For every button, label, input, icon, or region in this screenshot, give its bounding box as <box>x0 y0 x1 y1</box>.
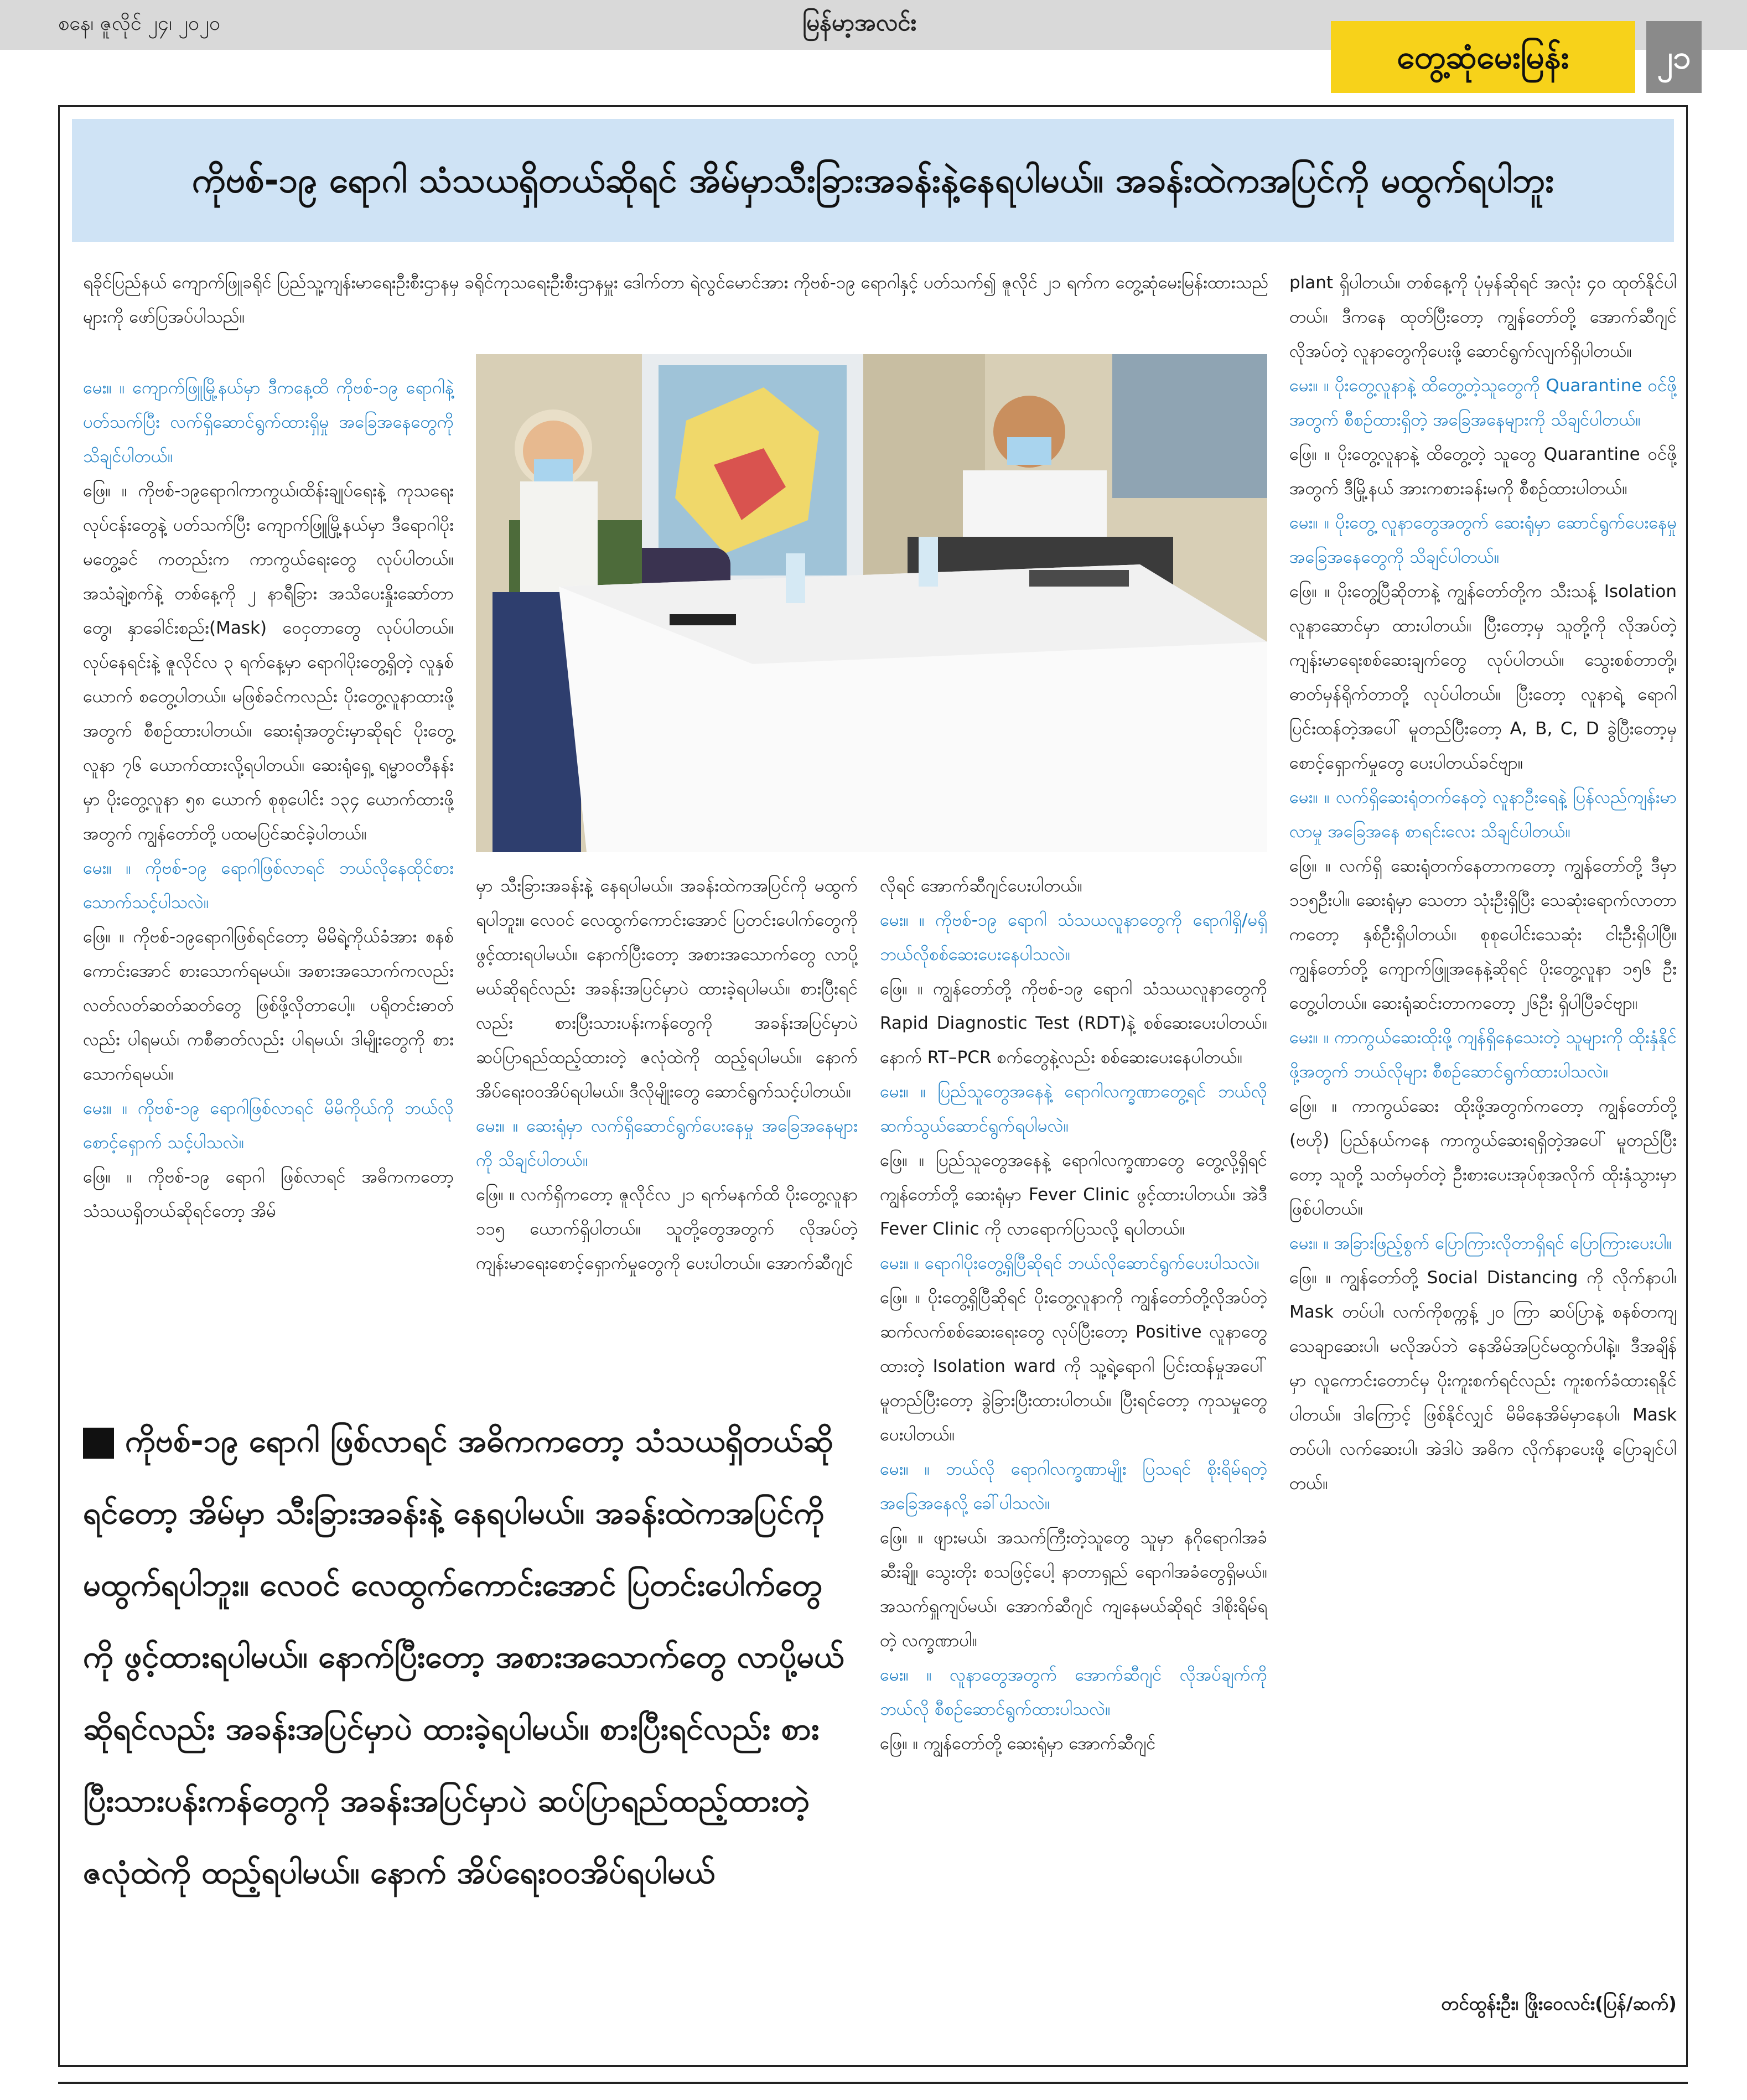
question: မေး။ ။ လူနာတွေအတွက် အောက်ဆီဂျင် လိုအပ်ချက်ကို ဘယ်လို စီစဉ်ဆောင်ရွက်ထားပါသလဲ။ <box>880 1665 1267 1719</box>
page-number: ၂၁ <box>1646 21 1702 93</box>
interview-photo <box>476 354 1267 852</box>
answer: ဖြေ။ ။ ကိုဗစ်-၁၉ရောဂါဖြစ်ရင်တော့ မိမိရဲ့ကိုယ်ခံအား စနစ်ကောင်းအောင် စားသောက်ရမယ်။ အစားအသောက်ကလည်း လတ်လတ်ဆတ်ဆတ်တွေ ဖြစ်ဖို့လိုတာပေါ့။ ပရိုတင်းဓာတ်လည်း ပါရမယ်၊ ကစီဓာတ်လည်း ပါရမယ်၊ ဒါမျိုးတွေကို စားသောက်ရမယ်။ <box>83 927 454 1084</box>
answer: ဖြေ။ ။ လက်ရှိကတော့ ဇူလိုင်လ ၂၁ ရက်မနက်ထိ ပိုးတွေ့လူနာ ၁၁၅ ယောက်ရှိပါတယ်။ သူတို့တွေအတွက် လိုအပ်တဲ့ကျန်းမာရေးစောင့်ရှောက်မှုတွေကို ပေးပါတယ်။ အောက်ဆီဂျင် <box>476 1185 858 1273</box>
answer: ဖြေ။ ။ ကျွန်တော်တို့ Social Distancing ကို လိုက်နာပါ၊ Mask တပ်ပါ၊ လက်ကိုစက္ကန့် ၂၀ ကြာ ဆပ်ပြာနဲ့ စနစ်တကျ သေချာဆေးပါ၊ မလိုအပ်ဘဲ နေအိမ်အပြင်မထွက်ပါနဲ့။ ဒီအချိန်မှာ လူကောင်းတောင်မှ ပိုးကူးစက်ရင်လည်း ကူးစက်ခံထားရနိုင်ပါတယ်။ ဒါကြောင့် ဖြစ်နိုင်လျှင် မိမိနေအိမ်မှာနေပါ၊ Mask တပ်ပါ၊ လက်ဆေးပါ၊ အဲဒါပဲ အဓိက လိုက်နာပေးဖို့ ပြောချင်ပါတယ်။ <box>1289 1268 1677 1494</box>
square-bullet-icon <box>83 1428 114 1459</box>
bottom-rule <box>58 2082 1688 2084</box>
column-1 <box>83 371 454 1228</box>
article-headline: ကိုဗစ်-၁၉ ရောဂါ သံသယရှိတယ်ဆိုရင် အိမ်မှာသီးခြားအခန်းနဲ့နေရပါမယ်။ အခန်းထဲကအပြင်ကို မထွက်ရပါဘူး <box>72 119 1674 242</box>
answer: ဖြေ။ ။ ပိုးတွေ့ရှိပြီဆိုရင် ပိုးတွေ့လူနာကို ကျွန်တော်တို့လိုအပ်တဲ့ဆက်လက်စစ်ဆေးရေးတွေ လုပ်ပြီးတော့ Positive လူနာတွေထားတဲ့ Isolation ward ကို သူ့ရဲ့ရောဂါ ပြင်းထန်မှုအပေါ်မူတည်ပြီးတော့ ခွဲခြားပြီးထားပါတယ်။ ပြီးရင်တော့ ကုသမှုတွေ ပေးပါတယ်။ <box>880 1288 1267 1445</box>
column-3 <box>880 869 1267 1761</box>
question: မေး။ ။ ကျောက်ဖြူမြို့နယ်မှာ ဒီကနေ့ထိ ကိုဗစ်-၁၉ ရောဂါနဲ့ ပတ်သက်ပြီး လက်ရှိဆောင်ရွက်ထားရှိမှု အခြေအနေတွေကို သိချင်ပါတယ်။ <box>83 378 454 466</box>
question: မေး။ ။ ဆေးရုံမှာ လက်ရှိဆောင်ရွက်ပေးနေမှု အခြေအနေများကို သိချင်ပါတယ်။ <box>476 1116 858 1170</box>
answer: plant ရှိပါတယ်။ တစ်နေ့ကို ပုံမှန်ဆိုရင် အလုံး ၄၀ ထုတ်နိုင်ပါတယ်။ ဒီကနေ ထုတ်ပြီးတော့ ကျွန်တော်တို့ အောက်ဆီဂျင်လိုအပ်တဲ့ လူနာတွေကိုပေးဖို့ ဆောင်ရွက်လျက်ရှိပါတယ်။ <box>1289 273 1677 361</box>
question: မေး။ ။ ကာကွယ်ဆေးထိုးဖို့ ကျန်ရှိနေသေးတဲ့ သူများကို ထိုးနှံနိုင်ဖို့အတွက် ဘယ်လိုများ စီစဉ်ဆောင်ရွက်ထားပါသလဲ။ <box>1289 1028 1677 1082</box>
answer: ဖြေ။ ။ ကျွန်တော်တို့ ကိုဗစ်-၁၉ ရောဂါ သံသယလူနာတွေကို Rapid Diagnostic Test (RDT)နဲ့ စစ်ဆေးပေးပါတယ်။ နောက် RT–PCR စက်တွေနဲ့လည်း စစ်ဆေးပေးနေပါတယ်။ <box>880 979 1267 1067</box>
question: မေး။ ။ အခြားဖြည့်စွက် ပြောကြားလိုတာရှိရင် ပြောကြားပေးပါ။ <box>1289 1233 1672 1253</box>
question: မေး။ ။ ကိုဗစ်-၁၉ ရောဂါဖြစ်လာရင် ဘယ်လိုနေထိုင်စားသောက်သင့်ပါသလဲ။ <box>83 858 454 912</box>
answer: ဖြေ။ ။ ဖျားမယ်၊ အသက်ကြီးတဲ့သူတွေ သူမှာ နဂိုရောဂါအခံ ဆီးချို၊ သွေးတိုး စသဖြင့်ပေါ့ နာတာရှည် ရောဂါအခံတွေရှိမယ်။ အသက်ရှူကျပ်မယ်၊ အောက်ဆီဂျင် ကျနေမယ်ဆိုရင် ဒါစိုးရိမ်ရတဲ့ လက္ခဏာပါ။ <box>880 1528 1267 1651</box>
answer: ဖြေ။ ။ ကိုဗစ်-၁၉ ရောဂါ ဖြစ်လာရင် အဓိကကတော့ သံသယရှိတယ်ဆိုရင်တော့ အိမ် <box>83 1167 454 1221</box>
answer: ဖြေ။ ။ ကာကွယ်ဆေး ထိုးဖို့အတွက်ကတော့ ကျွန်တော်တို့ (ဗဟို) ပြည်နယ်ကနေ ကာကွယ်ဆေးရရှိတဲ့အပေါ် မူတည်ပြီးတော့ သူတို့ သတ်မှတ်တဲ့ ဦးစားပေးအုပ်စုအလိုက် ထိုးနှံသွားမှာဖြစ်ပါတယ်။ <box>1289 1096 1677 1219</box>
byline: တင်ထွန်းဦး၊ ဖြိုးဝေလင်း(ပြန်/ဆက်) <box>1441 1993 1677 2014</box>
question: မေး။ ။ ရောဂါပိုးတွေ့ရှိပြီဆိုရင် ဘယ်လိုဆောင်ရွက်ပေးပါသလဲ။ <box>880 1253 1259 1273</box>
answer: လိုရင် အောက်ဆီဂျင်ပေးပါတယ်။ <box>880 876 1082 896</box>
section-label: တွေ့ဆုံမေးမြန်း <box>1331 21 1635 93</box>
pull-quote <box>83 1406 847 1909</box>
question: မေး။ ။ ကိုဗစ်-၁၉ ရောဂါ သံသယလူနာတွေကို ရောဂါရှိ/မရှိ ဘယ်လိုစစ်ဆေးပေးနေပါသလဲ။ <box>880 910 1267 965</box>
pull-quote-text: ကိုဗစ်-၁၉ ရောဂါ ဖြစ်လာရင် အဓိကကတော့ သံသယရှိတယ်ဆိုရင်တော့ အိမ်မှာ သီးခြားအခန်းနဲ့ နေရပါမယ်။ အခန်းထဲကအပြင်ကို မထွက်ရပါဘူး။ လေဝင် လေထွက်ကောင်းအောင် ပြတင်းပေါက်တွေကို ဖွင့်ထားရပါမယ်။ နောက်ပြီးတော့ အစားအသောက်တွေ လာပို့မယ်ဆိုရင်လည်း အခန်းအပြင်မှာပဲ ထားခဲ့ရပါမယ်။ စားပြီးရင်လည်း စားပြီးသားပန်းကန်တွေကို အခန်းအပြင်မှာပဲ ဆပ်ပြာရည်ထည့်ထားတဲ့ ဇလုံထဲကို ထည့်ရပါမယ်။ နောက် အိပ်ရေးဝဝအိပ်ရပါမယ် <box>83 1423 844 1891</box>
question: မေး။ ။ ဘယ်လို ရောဂါလက္ခဏာမျိုး ပြသရင် စိုးရိမ်ရတဲ့ အခြေအနေလို့ ခေါ်ပါသလဲ။ <box>880 1459 1267 1513</box>
newspaper-name: မြန်မာ့အလင်း <box>802 9 916 36</box>
column-2 <box>476 869 858 1280</box>
answer: ဖြေ။ ။ ကျွန်တော်တို့ ဆေးရုံမှာ အောက်ဆီဂျင် <box>880 1734 1156 1754</box>
question: မေး။ ။ လက်ရှိဆေးရုံတက်နေတဲ့ လူနာဦးရေနဲ့ ပြန်လည်ကျန်းမာလာမှု အခြေအနေ စာရင်းလေး သိချင်ပါတယ်။ <box>1289 787 1677 842</box>
answer: ဖြေ။ ။ ကိုဗစ်-၁၉ရောဂါကာကွယ်၊ထိန်းချုပ်ရေးနဲ့ ကုသရေး လုပ်ငန်းတွေနဲ့ ပတ်သက်ပြီး ကျောက်ဖြူမြို့နယ်မှာ ဒီရောဂါပိုးမတွေ့ခင် ကတည်းက ကာကွယ်ရေးတွေ လုပ်ပါတယ်။ အသံချဲ့စက်နဲ့ တစ်နေ့ကို ၂ နာရီခြား အသိပေးနှိုးဆော်တာတွေ၊ နှာခေါင်းစည်း(Mask) ဝေငှတာတွေ လုပ်ပါတယ်။ လုပ်နေရင်းနဲ့ ဇူလိုင်လ ၃ ရက်နေ့မှာ ရောဂါပိုးတွေ့ရှိတဲ့ လူနှစ်ယောက် စတွေ့ပါတယ်။ မဖြစ်ခင်ကလည်း ပိုးတွေ့လူနာထားဖို့အတွက် စီစဉ်ထားပါတယ်။ ဆေးရုံအတွင်းမှာဆိုရင် ပိုးတွေ့လူနာ ၇၆ ယောက်ထားလို့ရပါတယ်။ ဆေးရုံရှေ့ ရမ္မာဝတီနန်းမှာ ပိုးတွေ့လူနာ ၅၈ ယောက် စုစုပေါင်း ၁၃၄ ယောက်ထားဖို့ အတွက် ကျွန်တော်တို့ ပထမပြင်ဆင်ခဲ့ပါတယ်။ <box>83 481 454 844</box>
column-4 <box>1289 266 1677 1501</box>
question: မေး။ ။ ပိုးတွေ့လူနာနဲ့ ထိတွေ့တဲ့သူတွေကို Quarantine ဝင်ဖို့အတွက် စီစဉ်ထားရှိတဲ့ အခြေအနေများကို သိချင်ပါတယ်။ <box>1289 376 1677 430</box>
answer: မှာ သီးခြားအခန်းနဲ့ နေရပါမယ်။ အခန်းထဲကအပြင်ကို မထွက်ရပါဘူး။ လေဝင် လေထွက်ကောင်းအောင် ပြတင်းပေါက်တွေကို ဖွင့်ထားရပါမယ်။ နောက်ပြီးတော့ အစားအသောက်တွေ လာပို့မယ်ဆိုရင်လည်း အခန်းအပြင်မှာပဲ ထားခဲ့ရပါမယ်။ စားပြီးရင်လည်း စားပြီးသားပန်းကန်တွေကို အခန်းအပြင်မှာပဲ ဆပ်ပြာရည်ထည့်ထားတဲ့ ဇလုံထဲကို ထည့်ရပါမယ်။ နောက် အိပ်ရေးဝဝအိပ်ရပါမယ်။ ဒီလိုမျိုးတွေ ဆောင်ရွက်သင့်ပါတယ်။ <box>476 876 858 1102</box>
issue-date: စနေ၊ ဇူလိုင် ၂၄၊ ၂၀၂၀ <box>58 12 221 35</box>
answer: ဖြေ။ ။ ပိုးတွေ့ပြီဆိုတာနဲ့ ကျွန်တော်တို့က သီးသန့် Isolation လူနာဆောင်မှာ ထားပါတယ်။ ပြီးတော့မှ သူတို့ကို လိုအပ်တဲ့ ကျန်းမာရေးစစ်ဆေးချက်တွေ လုပ်ပါတယ်။ သွေးစစ်တာတို့၊ ဓာတ်မှန်ရိုက်တာတို့ လုပ်ပါတယ်။ ပြီးတော့ လူနာရဲ့ ရောဂါပြင်းထန်တဲ့အပေါ် မူတည်ပြီးတော့ A, B, C, D ခွဲပြီးတော့မှ စောင့်ရှောက်မှုတွေ ပေးပါတယ်ခင်ဗျာ။ <box>1289 582 1677 773</box>
question: မေး။ ။ ပိုးတွေ့ လူနာတွေအတွက် ဆေးရုံမှာ ဆောင်ရွက်ပေးနေမှု အခြေအနေတွေကို သိချင်ပါတယ်။ <box>1289 513 1677 567</box>
answer: ဖြေ။ ။ လက်ရှိ ဆေးရုံတက်နေတာကတော့ ကျွန်တော်တို့ ဒီမှာ ၁၁၅ဦးပါ။ ဆေးရုံမှာ သေတာ သုံးဦးရှိပြီး သေဆုံးရောက်လာတာကတော့ နှစ်ဦးရှိပါတယ်။ စုစုပေါင်းသေဆုံး ငါးဦးရှိပါပြီ။ ကျွန်တော်တို့ ကျောက်ဖြူအနေနဲ့ဆိုရင် ပိုးတွေ့လူနာ ၁၅၆ ဦး တွေ့ပါတယ်။ ဆေးရုံဆင်းတာကတော့ ၂၆ဦး ရှိပါပြီခင်ဗျာ။ <box>1289 856 1677 1013</box>
article-intro: ရခိုင်ပြည်နယ် ကျောက်ဖြူခရိုင် ပြည်သူ့ကျန်းမာရေးဦးစီးဌာနမှ ခရိုင်ကုသရေးဦးစီးဌာနမှူး ဒေါက်တာ ရဲလွင်မောင်အား ကိုဗစ်-၁၉ ရောဂါနှင့် ပတ်သက်၍ ဇူလိုင် ၂၁ ရက်က တွေ့ဆုံမေးမြန်းထားသည်များကို ဖော်ပြအပ်ပါသည်။ <box>83 273 1269 327</box>
interview-photo-illustration <box>476 354 1267 852</box>
question: မေး။ ။ ကိုဗစ်-၁၉ ရောဂါဖြစ်လာရင် မိမိကိုယ်ကို ဘယ်လိုစောင့်ရှောက် သင့်ပါသလဲ။ <box>83 1098 454 1153</box>
question: မေး။ ။ ပြည်သူတွေအနေနဲ့ ရောဂါလက္ခဏာတွေ့ရင် ဘယ်လိုဆက်သွယ်ဆောင်ရွက်ရပါမလဲ။ <box>880 1082 1267 1136</box>
answer: ဖြေ။ ။ ပြည်သူတွေအနေနဲ့ ရောဂါလက္ခဏာတွေ တွေ့လို့ရှိရင် ကျွန်တော်တို့ ဆေးရုံမှာ Fever Clinic ဖွင့်ထားပါတယ်။ အဲဒီ Fever Clinic ကို လာရောက်ပြသလို့ ရပါတယ်။ <box>880 1150 1267 1239</box>
answer: ဖြေ။ ။ ပိုးတွေ့လူနာနဲ့ ထိတွေ့တဲ့ သူတွေ Quarantine ဝင်ဖို့အတွက် ဒီမြို့နယ် အားကစားခန်းမကို စီစဉ်ထားပါတယ်။ <box>1289 444 1677 499</box>
